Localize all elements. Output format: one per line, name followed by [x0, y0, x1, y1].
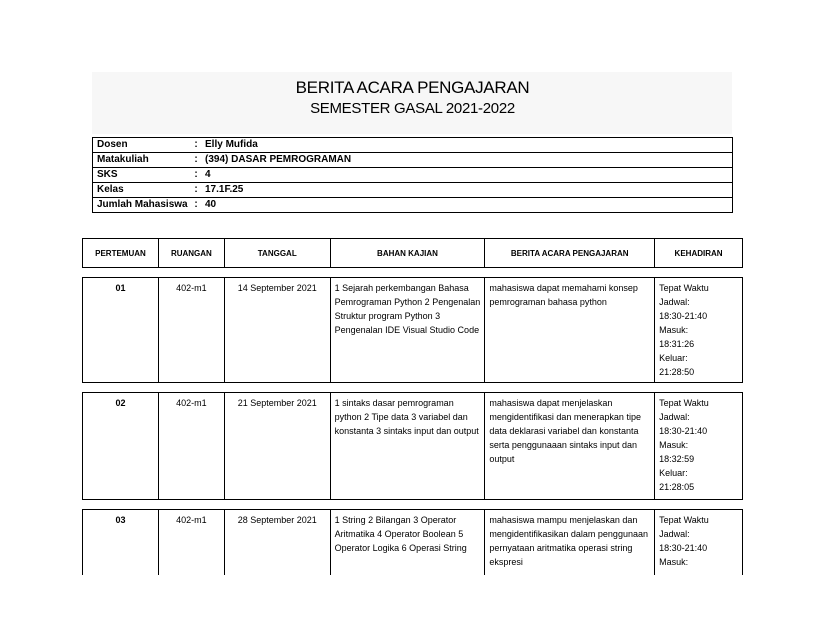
info-value: 40 — [201, 198, 733, 213]
info-label: Dosen — [93, 138, 192, 153]
info-label: Jumlah Mahasiswa — [93, 198, 192, 213]
info-row — [93, 183, 733, 198]
info-row — [93, 153, 733, 168]
cell-kehadiran — [655, 278, 743, 383]
document-subtitle: SEMESTER GASAL 2021-2022 — [310, 100, 515, 117]
info-colon: : — [191, 198, 201, 213]
table-header-row — [83, 239, 743, 268]
table-row — [83, 278, 743, 383]
cell-berita-acara: mahasiswa dapat memahami konsep pemrograman bahasa python — [485, 278, 655, 383]
teaching-log-table — [82, 238, 743, 575]
info-row — [93, 138, 733, 153]
info-colon: : — [191, 138, 201, 153]
attendance-line: 18:32:59 — [659, 454, 695, 464]
attendance-line: Jadwal: — [659, 529, 690, 539]
course-info-table — [92, 137, 733, 213]
table-spacer — [83, 268, 743, 278]
info-value: (394) DASAR PEMROGRAMAN — [201, 153, 733, 168]
table-row — [83, 393, 743, 500]
cell-berita-acara: mahasiswa dapat menjelaskan mengidentifikasi dan menerapkan tipe data deklarasi variabel dan konstanta serta penggunaaan sintaks input dan output — [485, 393, 655, 500]
attendance-status: Tepat Waktu — [659, 283, 709, 293]
table-spacer — [83, 383, 743, 393]
document-title: BERITA ACARA PENGAJARAN — [295, 78, 530, 97]
info-value: Elly Mufida — [201, 138, 733, 153]
attendance-line: Jadwal: — [659, 297, 690, 307]
attendance-line: 18:31:26 — [659, 339, 695, 349]
info-label: SKS — [93, 168, 192, 183]
attendance-status: Tepat Waktu — [659, 398, 709, 408]
column-header-ruangan: RUANGAN — [158, 239, 224, 268]
attendance-line: Keluar: — [659, 353, 688, 363]
table-row — [83, 510, 743, 576]
info-colon: : — [191, 183, 201, 198]
cell-bahan-kajian: 1 String 2 Bilangan 3 Operator Aritmatika 4 Operator Boolean 5 Operator Logika 6 Operasi String — [330, 510, 485, 576]
cell-tanggal: 14 September 2021 — [224, 278, 330, 383]
attendance-line: Masuk: — [659, 557, 689, 567]
info-colon: : — [191, 168, 201, 183]
info-row — [93, 198, 733, 213]
cell-pertemuan: 02 — [83, 393, 159, 500]
cell-tanggal: 28 September 2021 — [224, 510, 330, 576]
column-header-tanggal: TANGGAL — [224, 239, 330, 268]
info-colon: : — [191, 153, 201, 168]
cell-ruangan: 402-m1 — [158, 510, 224, 576]
attendance-line: Masuk: — [659, 325, 689, 335]
info-value: 17.1F.25 — [201, 183, 733, 198]
cell-tanggal: 21 September 2021 — [224, 393, 330, 500]
cell-kehadiran — [655, 510, 743, 576]
cell-kehadiran — [655, 393, 743, 500]
info-row — [93, 168, 733, 183]
info-label: Kelas — [93, 183, 192, 198]
attendance-line: Keluar: — [659, 468, 688, 478]
column-header-pertemuan: PERTEMUAN — [83, 239, 159, 268]
attendance-line: 21:28:50 — [659, 367, 695, 377]
column-header-berita-acara: BERITA ACARA PENGAJARAN — [485, 239, 655, 268]
attendance-line: 21:28:05 — [659, 482, 695, 492]
info-label: Matakuliah — [93, 153, 192, 168]
attendance-line: Jadwal: — [659, 412, 690, 422]
attendance-line: Masuk: — [659, 440, 689, 450]
cell-bahan-kajian: 1 sintaks dasar pemrograman python 2 Tipe data 3 variabel dan konstanta 3 sintaks input dan output — [330, 393, 485, 500]
cell-berita-acara: mahasiswa mampu menjelaskan dan mengidentifikasikan dalam penggunaan pernyataan aritmatika operasi string ekspresi — [485, 510, 655, 576]
cell-ruangan: 402-m1 — [158, 278, 224, 383]
info-value: 4 — [201, 168, 733, 183]
attendance-status: Tepat Waktu — [659, 515, 709, 525]
table-spacer — [83, 500, 743, 510]
cell-ruangan: 402-m1 — [158, 393, 224, 500]
column-header-kehadiran: KEHADIRAN — [655, 239, 743, 268]
column-header-bahan-kajian: BAHAN KAJIAN — [330, 239, 485, 268]
attendance-line: 18:30-21:40 — [659, 426, 708, 436]
attendance-line: 18:30-21:40 — [659, 311, 708, 321]
cell-pertemuan: 03 — [83, 510, 159, 576]
cell-pertemuan: 01 — [83, 278, 159, 383]
cell-bahan-kajian: 1 Sejarah perkembangan Bahasa Pemrograman Python 2 Pengenalan Struktur program Python 3 Pengenalan IDE Visual Studio Code — [330, 278, 485, 383]
attendance-line: 18:30-21:40 — [659, 543, 708, 553]
